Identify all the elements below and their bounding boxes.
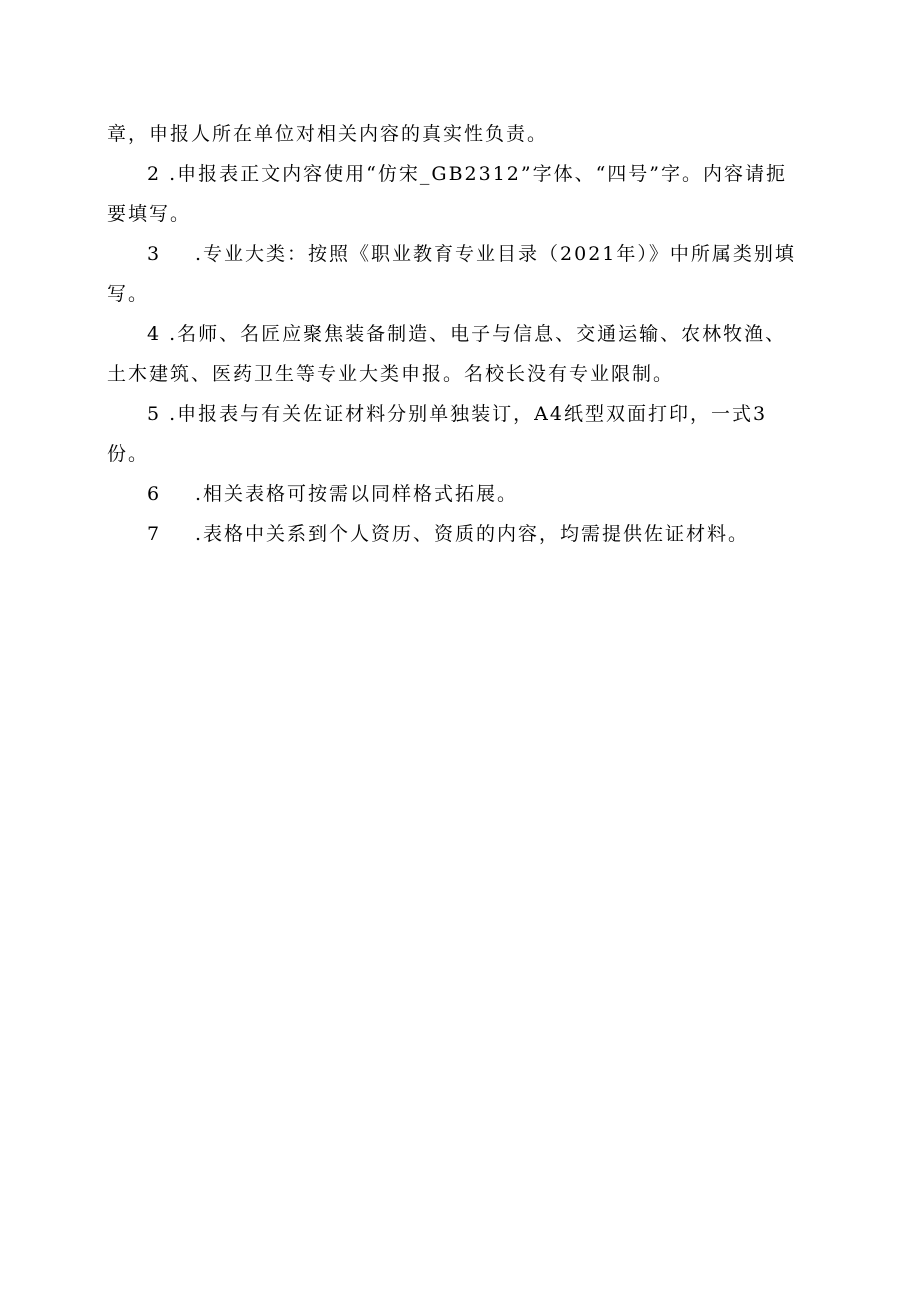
item-7 (107, 514, 823, 554)
line-text: 写。 (107, 283, 150, 305)
item-2 (107, 154, 823, 194)
line-text: 章，申报人所在单位对相关内容的真实性负责。 (107, 123, 549, 145)
item-3 (107, 234, 823, 274)
item-number: 7 (147, 523, 162, 545)
item-5 (107, 394, 823, 434)
item-number: 5 (147, 403, 162, 425)
line-text: .专业大类：按照《职业教育专业目录（2021年）》中所属类别填 (195, 243, 796, 265)
line-1-continuation (107, 114, 823, 154)
line-text: .相关表格可按需以同样格式拓展。 (195, 483, 519, 505)
line-text: .名师、名匠应聚焦装备制造、电子与信息、交通运输、农林牧渔、 (161, 323, 787, 345)
item-3-continuation (107, 274, 823, 314)
line-text: 份。 (107, 443, 150, 465)
line-text: .表格中关系到个人资历、资质的内容，均需提供佐证材料。 (195, 523, 750, 545)
item-4 (107, 314, 823, 354)
line-text: .申报表正文内容使用“仿宋_GB2312”字体、“四号”字。内容请扼 (161, 163, 788, 185)
item-5-continuation (107, 434, 823, 474)
item-4-continuation (107, 354, 823, 394)
instructions-text (107, 114, 823, 554)
line-text: 土木建筑、医药卫生等专业大类申报。名校长没有专业限制。 (107, 363, 675, 385)
item-6 (107, 474, 823, 514)
item-number: 4 (147, 323, 162, 345)
item-number: 6 (147, 483, 162, 505)
item-number: 2 (147, 163, 162, 185)
item-2-continuation (107, 194, 823, 234)
item-number: 3 (147, 243, 162, 265)
line-text: .申报表与有关佐证材料分别单独装订，A4纸型双面打印，一式3 (161, 403, 768, 425)
line-text: 要填写。 (107, 203, 192, 225)
